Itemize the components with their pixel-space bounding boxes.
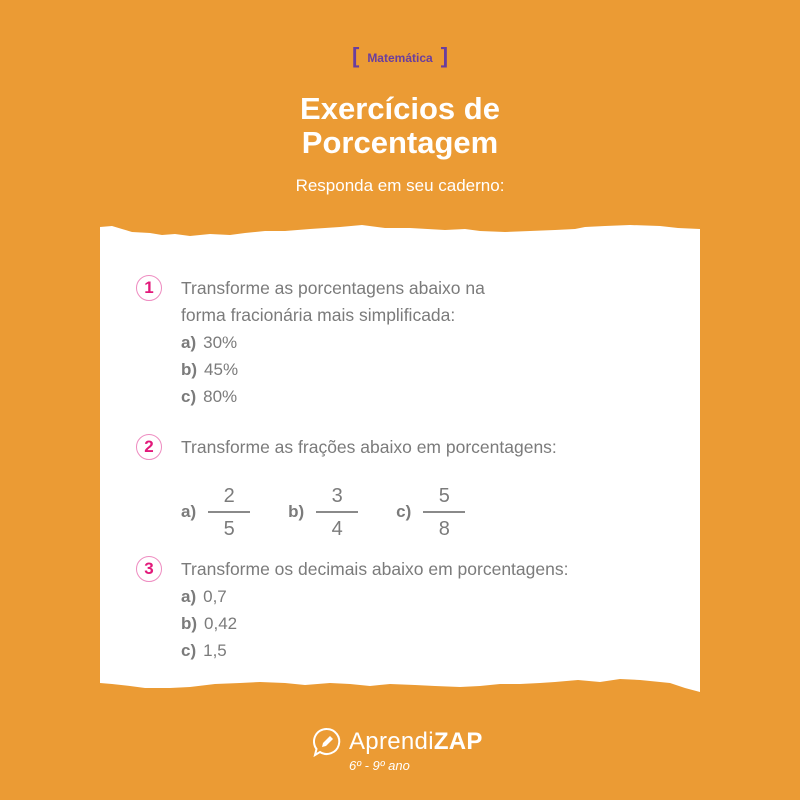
item-label: b) — [181, 360, 198, 379]
fraction — [208, 484, 250, 541]
answer-item — [181, 610, 568, 637]
page-subtitle: Responda em seu caderno: — [295, 176, 505, 195]
item-label: a) — [181, 333, 197, 352]
item-value: 1,5 — [203, 641, 227, 660]
fraction-item — [181, 484, 250, 541]
worksheet-paper — [100, 222, 700, 700]
item-value: 0,7 — [203, 587, 227, 606]
item-label: b) — [288, 502, 305, 522]
question-text-line: Transforme os decimais abaixo em porcentagens: — [181, 559, 569, 579]
fraction-bar — [208, 511, 250, 513]
answer-item — [181, 383, 485, 410]
bracket-left: [ — [351, 43, 360, 68]
title-line-2: Porcentagem — [301, 125, 499, 160]
question-text-line: Transforme as frações abaixo em porcentagens: — [181, 437, 557, 457]
question-text — [181, 556, 568, 664]
item-value: 80% — [203, 387, 238, 406]
brand-name-light: Aprendi — [349, 728, 434, 755]
grade-range: 6º - 9º ano — [349, 758, 410, 773]
chat-pencil-icon — [311, 726, 343, 758]
item-label: c) — [181, 641, 197, 660]
question-number-badge: 1 — [136, 275, 162, 301]
question-text-line: Transforme as porcentagens abaixo na — [181, 278, 485, 298]
fraction-list — [181, 484, 465, 541]
fraction — [316, 484, 358, 541]
brand-name — [349, 728, 483, 756]
denominator: 4 — [331, 517, 343, 540]
numerator: 2 — [223, 485, 235, 507]
item-value: 45% — [204, 360, 239, 379]
item-label: b) — [181, 614, 198, 633]
fraction-bar — [423, 511, 465, 513]
title-line-1: Exercícios de — [300, 91, 500, 126]
item-label: a) — [181, 502, 197, 522]
answer-item — [181, 637, 568, 664]
item-value: 30% — [203, 333, 238, 352]
fraction-bar — [316, 511, 358, 513]
question-text — [181, 275, 485, 410]
brand-name-bold: ZAP — [433, 728, 483, 755]
numerator: 5 — [438, 485, 450, 507]
item-label: c) — [396, 502, 412, 522]
fraction-item — [396, 484, 465, 541]
fraction — [423, 484, 465, 541]
denominator: 5 — [223, 517, 235, 540]
fraction-item — [288, 484, 358, 541]
worksheet-content — [100, 222, 700, 700]
item-value: 0,42 — [204, 614, 238, 633]
subject-tag — [0, 43, 800, 68]
question-number-badge: 2 — [136, 434, 162, 460]
brand-logo — [311, 726, 483, 758]
page-title — [0, 92, 800, 160]
denominator: 8 — [438, 517, 450, 540]
bracket-right: ] — [440, 43, 449, 68]
answer-item — [181, 329, 485, 356]
question-text — [181, 434, 557, 461]
subject-label: Matemática — [367, 50, 433, 65]
numerator: 3 — [331, 485, 343, 507]
item-label: a) — [181, 587, 197, 606]
answer-item — [181, 583, 568, 610]
question-text-line: forma fracionária mais simplificada: — [181, 305, 456, 325]
answer-item — [181, 356, 485, 383]
question-number-badge: 3 — [136, 556, 162, 582]
item-label: c) — [181, 387, 197, 406]
